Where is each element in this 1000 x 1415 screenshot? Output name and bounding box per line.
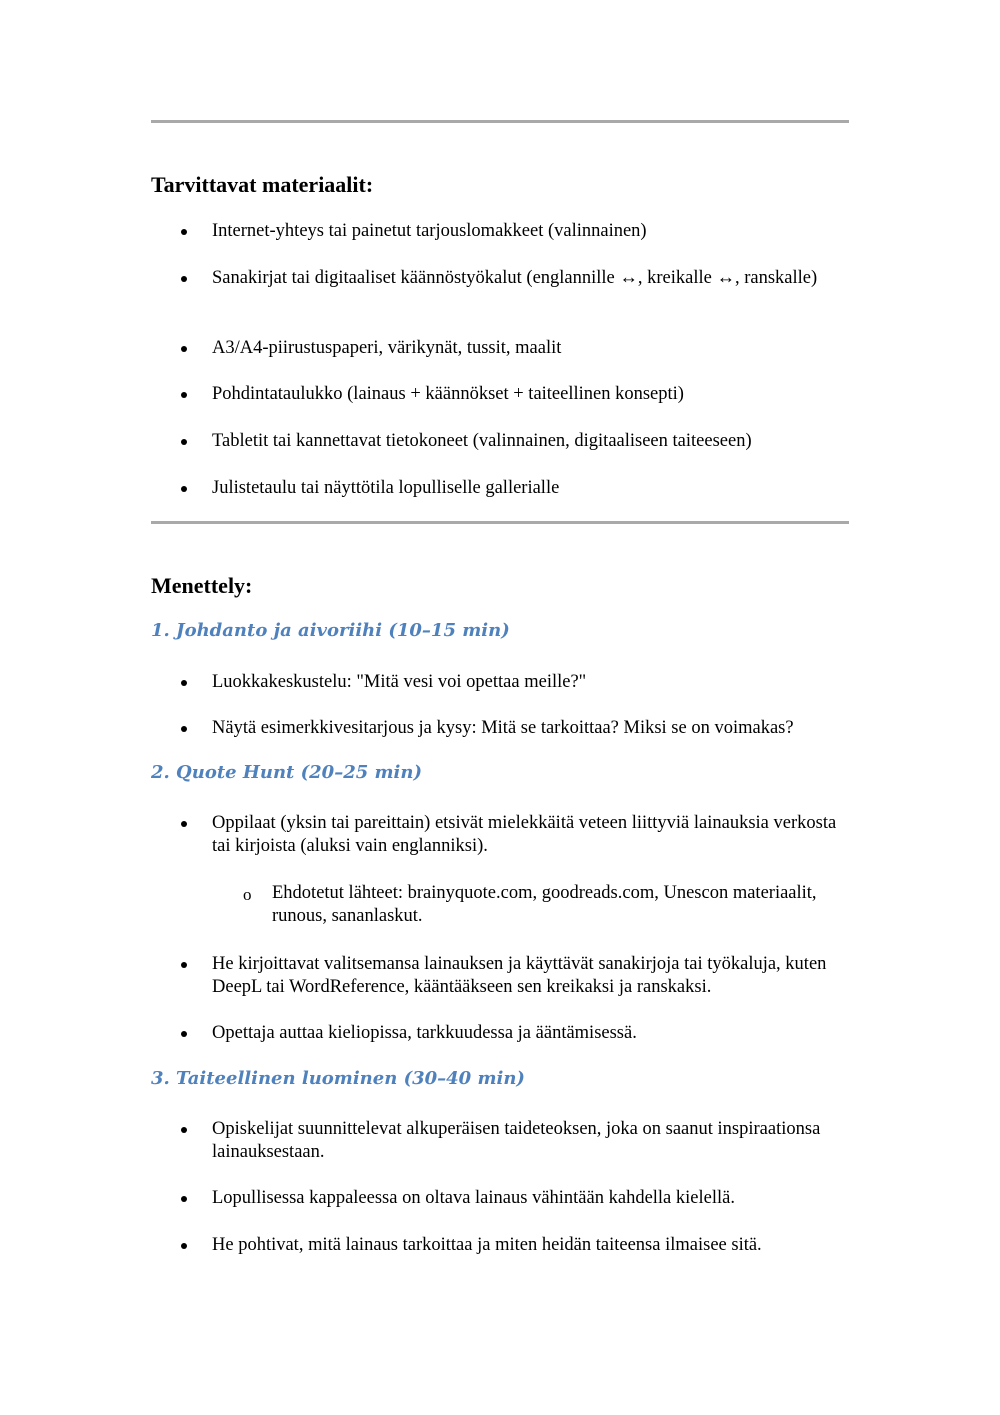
list-item: Sanakirjat tai digitaaliset käännöstyökalut (englannille ↔, kreikalle ↔, ranskalle) (212, 268, 818, 288)
list-item: Julistetaulu tai näyttötila lopulliselle gallerialle (212, 478, 560, 498)
bullet-icon (181, 812, 191, 835)
bullet-icon (181, 383, 191, 406)
materials-heading: Tarvittavat materiaalit: (151, 172, 374, 197)
bullet-icon (181, 337, 191, 360)
list-item: Luokkakeskustelu: "Mitä vesi voi opettaa meille?" (212, 672, 587, 692)
bullet-icon (181, 267, 191, 290)
bullet-icon (181, 1234, 191, 1257)
list-item: Tabletit tai kannettavat tietokoneet (valinnainen, digitaaliseen taiteeseen) (212, 431, 752, 451)
bullet-icon (181, 220, 191, 243)
step-3-heading: 3. Taiteellinen luominen (30–40 min) (151, 1068, 525, 1089)
bullet-icon (181, 953, 191, 976)
step-2-heading: 2. Quote Hunt (20–25 min) (151, 762, 422, 783)
step-1-heading: 1. Johdanto ja aivoriihi (10–15 min) (151, 620, 510, 641)
list-item: A3/A4-piirustuspaperi, värikynät, tussit, maalit (212, 338, 562, 358)
list-item: Opiskelijat suunnittelevat alkuperäisen taideteoksen, joka on saanut inspiraationsa lainauksestaan. (212, 1119, 821, 1162)
horizontal-rule-middle (151, 521, 849, 524)
bullet-icon (181, 1118, 191, 1141)
list-item: Pohdintataulukko (lainaus + käännökset + taiteellinen konsepti) (212, 384, 684, 404)
list-item: He kirjoittavat valitsemansa lainauksen ja käyttävät sanakirjoja tai työkaluja, kuten DeepL tai WordReference, kääntääkseen sen kreikaksi ja ranskaksi. (212, 954, 827, 997)
bullet-icon (181, 477, 191, 500)
procedure-heading: Menettely: (151, 573, 253, 598)
sub-list-item: Ehdotetut lähteet: brainyquote.com, goodreads.com, Unescon materiaalit, runous, sananlaskut. (272, 883, 817, 926)
bullet-icon (181, 430, 191, 453)
list-item: He pohtivat, mitä lainaus tarkoittaa ja miten heidän taiteensa ilmaisee sitä. (212, 1235, 762, 1255)
sub-bullet-icon: o (243, 885, 252, 904)
horizontal-rule-top (151, 120, 849, 123)
bullet-icon (181, 671, 191, 694)
list-item: Internet-yhteys tai painetut tarjouslomakkeet (valinnainen) (212, 221, 647, 241)
bullet-icon (181, 1022, 191, 1045)
list-item: Lopullisessa kappaleessa on oltava lainaus vähintään kahdella kielellä. (212, 1188, 735, 1208)
bullet-icon (181, 717, 191, 740)
list-item: Näytä esimerkkivesitarjous ja kysy: Mitä se tarkoittaa? Miksi se on voimakas? (212, 718, 794, 738)
list-item: Oppilaat (yksin tai pareittain) etsivät mielekkäitä veteen liittyviä lainauksia verkosta tai kirjoista (aluksi vain englanniksi). (212, 813, 837, 856)
bullet-icon (181, 1187, 191, 1210)
list-item: Opettaja auttaa kieliopissa, tarkkuudessa ja ääntämisessä. (212, 1023, 637, 1043)
